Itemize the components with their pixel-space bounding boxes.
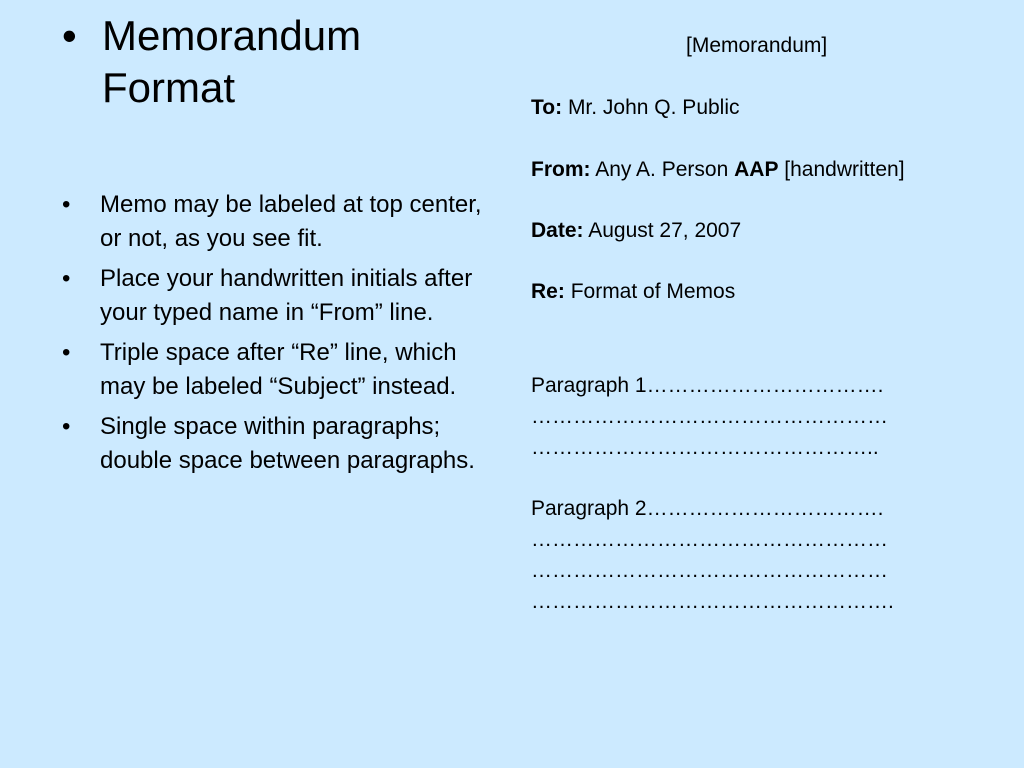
bullet-dot: • <box>62 413 71 440</box>
bullet-item <box>62 188 482 256</box>
paragraph-line: …………………………………………… <box>531 559 888 582</box>
paragraph-line: …………………………………………… <box>531 405 888 428</box>
paragraph-line: …………………………………………… <box>531 528 888 551</box>
memo-label: [Memorandum] <box>686 34 828 57</box>
left-column <box>62 10 482 474</box>
paragraph-line: Paragraph 1……………………………. <box>531 374 884 397</box>
to-value: Mr. John Q. Public <box>567 96 740 119</box>
paragraph-line: ………………………………………….. <box>531 436 879 459</box>
memo-from-line <box>531 158 905 182</box>
memo-paragraph-2 <box>531 493 894 617</box>
paragraph-line: Paragraph 2……………………………. <box>531 497 884 520</box>
bullet-dot: • <box>62 339 71 366</box>
re-value: Format of Memos <box>570 280 736 303</box>
from-note: [handwritten] <box>784 158 905 181</box>
bullet-text: Single space within paragraphs; double space between paragraphs. <box>100 413 475 474</box>
title-bullet: • <box>62 12 77 59</box>
bullet-item <box>62 262 482 330</box>
re-label: Re: <box>531 280 565 303</box>
paragraph-line: ……………………………………………. <box>531 590 894 613</box>
from-label: From: <box>531 158 591 181</box>
bullet-dot: • <box>62 191 71 218</box>
memo-to-line <box>531 96 740 120</box>
memo-paragraph-1 <box>531 370 888 463</box>
date-value: August 27, 2007 <box>588 219 742 242</box>
from-initials: AAP <box>734 158 779 181</box>
title-line-2: Format <box>102 64 236 111</box>
bullet-list <box>62 188 482 484</box>
slide-title <box>62 10 482 114</box>
title-line-1: Memorandum <box>102 12 362 59</box>
memo-re-line <box>531 280 735 304</box>
memo-date-line <box>531 219 741 243</box>
bullet-item <box>62 336 482 404</box>
from-value: Any A. Person <box>595 158 729 181</box>
bullet-text: Triple space after “Re” line, which may be labeled “Subject” instead. <box>100 339 457 400</box>
date-label: Date: <box>531 219 584 242</box>
bullet-text: Memo may be labeled at top center, or not, as you see fit. <box>100 191 482 252</box>
bullet-dot: • <box>62 265 71 292</box>
to-label: To: <box>531 96 563 119</box>
bullet-text: Place your handwritten initials after your typed name in “From” line. <box>100 265 473 326</box>
bullet-item <box>62 410 482 478</box>
